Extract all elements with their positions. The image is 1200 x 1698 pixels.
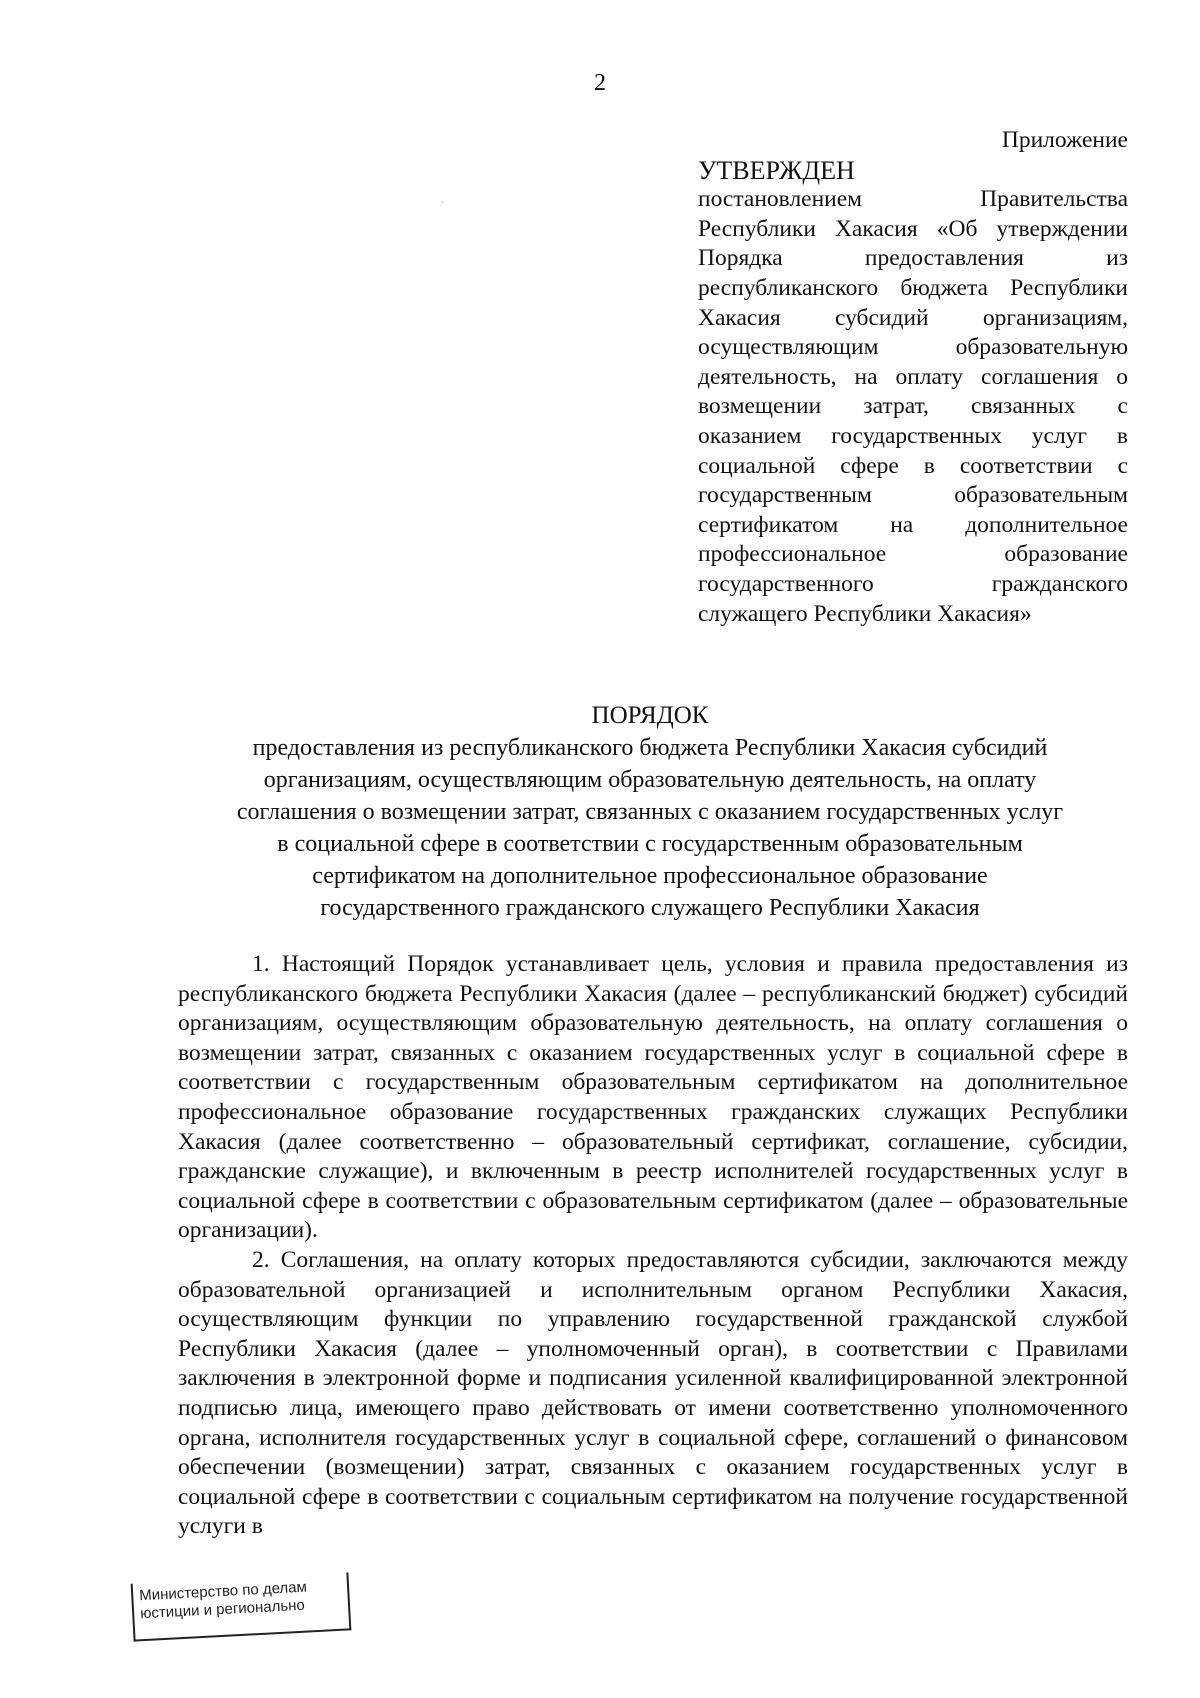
order-heading [170, 700, 1130, 924]
order-subtitle-line: предоставления из республиканского бюджета Республики Хакасия субсидий [252, 735, 1048, 761]
order-subtitle-line: государственного гражданского служащего Республики Хакасия [320, 895, 980, 921]
document-body [178, 950, 1128, 1542]
stamp-line-1: Министерство по делам [138, 1578, 308, 1605]
registration-stamp [131, 1572, 352, 1641]
order-title: ПОРЯДОК [591, 702, 709, 729]
stamp-line-2: юстиции и регионально [139, 1596, 306, 1623]
order-subtitle-line: в социальной сфере в соответствии с государственным образовательным [277, 831, 1023, 857]
approval-block [698, 126, 1128, 629]
page-number: 2 [594, 70, 606, 96]
paragraph-1: 1. Настоящий Порядок устанавливает цель, условия и правила предоставления из республиканского бюджета Республики Хакасия (далее – республиканский бюджет) субсидий организациям, осуществляющим образовательную деятельность, на оплату соглашения о возмещении затрат, связанных с оказанием государственных услуг в социальной сфере в соответствии с государственным образовательным сертификатом на дополнительное профессиональное образование государственных гражданских служащих Республики Хакасия (далее соответственно – образовательный сертификат, соглашение, субсидии, гражданские служащие), и включенным в реестр исполнителей государственных услуг в социальной сфере в соответствии с образовательным сертификатом (далее – образовательные организации). [178, 951, 1128, 1244]
paragraph-2: 2. Соглашения, на оплату которых предоставляются субсидии, заключаются между образовательной организацией и исполнительным органом Республики Хакасия, осуществляющим функции по управлению государственной гражданской службой Республики Хакасия (далее – уполномоченный орган), в соответствии с Правилами заключения в электронной форме и подписания усиленной квалифицированной электронной подписью лица, имеющего право действовать от имени соответственно уполномоченного органа, исполнителя государственных услуг в социальной сфере, соглашений о финансовом обеспечении (возмещении) затрат, связанных с оказанием государственных услуг в социальной сфере в соответствии с социальным сертификатом на получение государственной услуги в [178, 1246, 1128, 1540]
approved-title: УТВЕРЖДЕН [698, 155, 855, 185]
order-subtitle-line: соглашения о возмещении затрат, связанных с оказанием государственных услуг [236, 799, 1064, 825]
order-subtitle-line: сертификатом на дополнительное профессиональное образование [312, 863, 988, 889]
scan-artifact: · [440, 196, 445, 211]
appendix-label: Приложение [1001, 127, 1128, 153]
order-subtitle-line: организациям, осуществляющим образовательную деятельность, на оплату [263, 767, 1037, 793]
approved-text: постановлением Правительства Республики Хакасия «Об утверждении Порядка предоставления из республиканского бюджета Республики Хакасия субсидий организациям, осуществляющим образовательную деятельность, на оплату соглашения о возмещении затрат, связанных с оказанием государственных услуг в социальной сфере в соответствии с государственным образовательным сертификатом на дополнительное профессиональное образование государственного гражданского служащего Республики Хакасия» [698, 186, 1128, 627]
